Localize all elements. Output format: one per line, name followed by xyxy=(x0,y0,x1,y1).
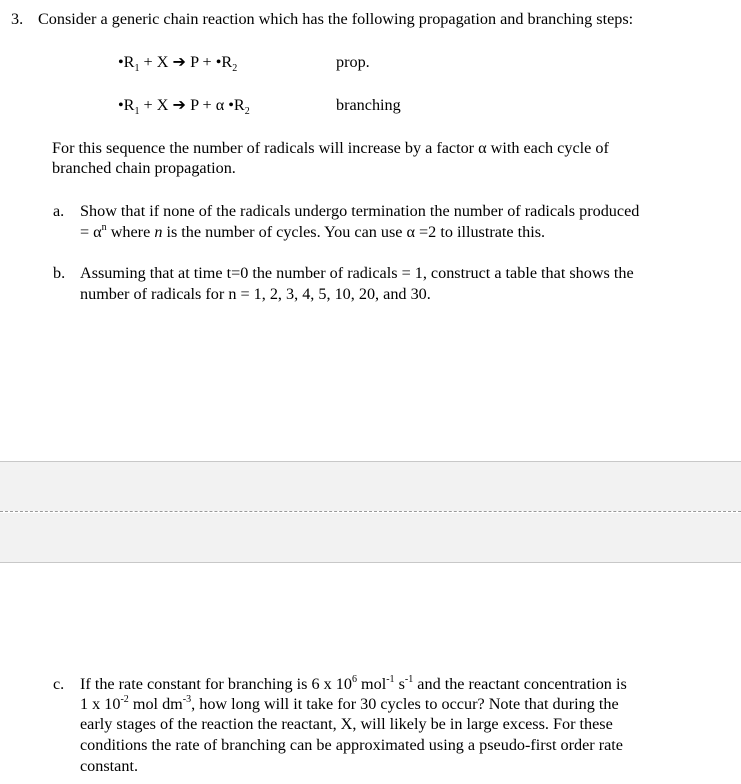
reaction-label-prop: prop. xyxy=(336,53,370,71)
part-c-line5: constant. xyxy=(80,757,138,775)
part-c-letter: c. xyxy=(53,675,65,693)
page-break-divider xyxy=(0,511,741,512)
sequence-note-line2: branched chain propagation. xyxy=(52,159,236,177)
product-radical: $•R_2$ xyxy=(215,53,238,75)
page-break-top xyxy=(0,461,741,511)
reaction-label-branching: branching xyxy=(336,96,401,114)
part-a-line1: Show that if none of the radicals undergo termination the number of radicals produced xyxy=(80,202,640,220)
part-c-line3: early stages of the reaction the reactant, X, will likely be in large excess. For these xyxy=(80,715,613,733)
part-b-line1: Assuming that at time t=0 the number of radicals = 1, construct a table that shows the xyxy=(80,264,634,282)
arrow-icon: ➔ xyxy=(172,53,187,71)
product-p: P xyxy=(190,96,199,114)
reaction-propagation xyxy=(118,52,237,73)
plus-sign: + xyxy=(143,53,153,71)
plus-sign: + xyxy=(202,53,212,71)
reactant-radical: $•R_1$ xyxy=(118,96,140,118)
product-p: P xyxy=(190,53,199,71)
reaction-branching xyxy=(118,95,250,116)
part-c-line2: 1 x $10^{-2}$ mol $dm^{-3}$, how long will it take for 30 cycles to occur? Note that during the xyxy=(80,693,619,713)
reactant-x: X xyxy=(156,53,169,71)
part-c-line4: conditions the rate of branching can be approximated using a pseudo-first order rate xyxy=(80,736,623,754)
question-intro: Consider a generic chain reaction which has the following propagation and branching steps: xyxy=(38,10,634,28)
arrow-icon: ➔ xyxy=(172,96,187,114)
reactant-radical: $•R_1$ xyxy=(118,53,140,75)
plus-sign: + xyxy=(202,96,212,114)
part-a-letter: a. xyxy=(53,202,65,220)
product-radical: $•R_2$ xyxy=(228,96,250,118)
question-number: 3. xyxy=(11,10,24,28)
reactant-x: X xyxy=(156,96,169,114)
plus-sign: + xyxy=(143,96,153,114)
part-a-line2: = $\alpha^n$ where n is the number of cycles. You can use α =2 to illustrate this. xyxy=(80,221,546,241)
part-b-line2: number of radicals for n = 1, 2, 3, 4, 5, 10, 20, and 30. xyxy=(80,285,431,303)
part-b-letter: b. xyxy=(53,264,66,282)
alpha-coefficient: α xyxy=(215,96,225,114)
page-break-bottom xyxy=(0,513,741,563)
sequence-note-line1: For this sequence the number of radicals will increase by a factor α with each cycle of xyxy=(52,139,609,157)
part-c-line1: If the rate constant for branching is 6 x $10^6$ mol$^{-1}$ $s^{-1}$ and the reactant concentration is xyxy=(80,673,627,693)
